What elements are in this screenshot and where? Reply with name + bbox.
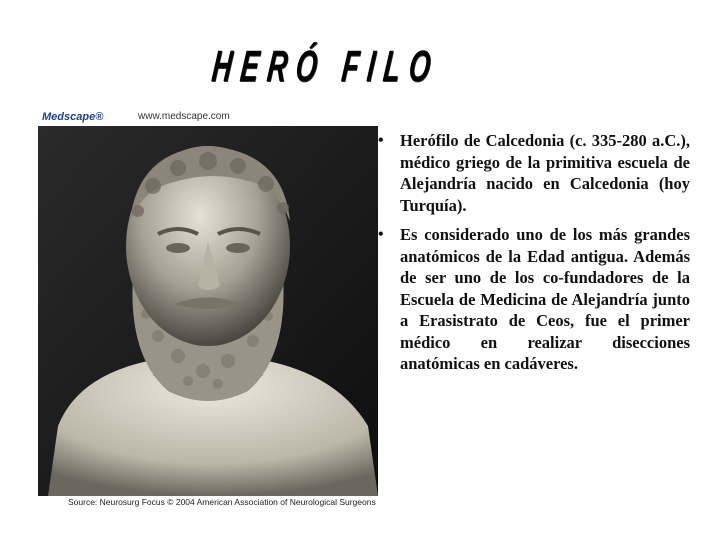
- bullet-text: Es considerado uno de los más grandes anatómicos de la Edad antigua. Además de ser uno de los co-fundadores de la Escuela de Medicina de Alejandría junto a Erasistrato de Ceos, fue el primer médico en realizar disecciones anatómicas en cadáveres.: [400, 225, 690, 373]
- medscape-logo: Medscape®: [42, 111, 104, 123]
- figure-source-credit: Source: Neurosurg Focus © 2004 American Association of Neurological Surgeons: [68, 497, 376, 507]
- bullet-item: [378, 224, 690, 375]
- bullet-text: Herófilo de Calcedonia (c. 335-280 a.C.), médico griego de la primitiva escuela de Alejandría nacido en Calcedonia (hoy Turquía).: [400, 131, 690, 215]
- herophilus-bust-image: [38, 126, 378, 496]
- bullet-marker: •: [378, 226, 384, 243]
- figure-footer: [38, 496, 378, 510]
- figure-header: [38, 110, 378, 126]
- slide-title: HERÓ FILO: [209, 42, 442, 91]
- figure-url: www.medscape.com: [138, 111, 230, 122]
- bust-figure: [38, 110, 378, 510]
- bullet-list: [378, 130, 690, 383]
- bullet-item: [378, 130, 690, 216]
- bullet-marker: •: [378, 132, 384, 149]
